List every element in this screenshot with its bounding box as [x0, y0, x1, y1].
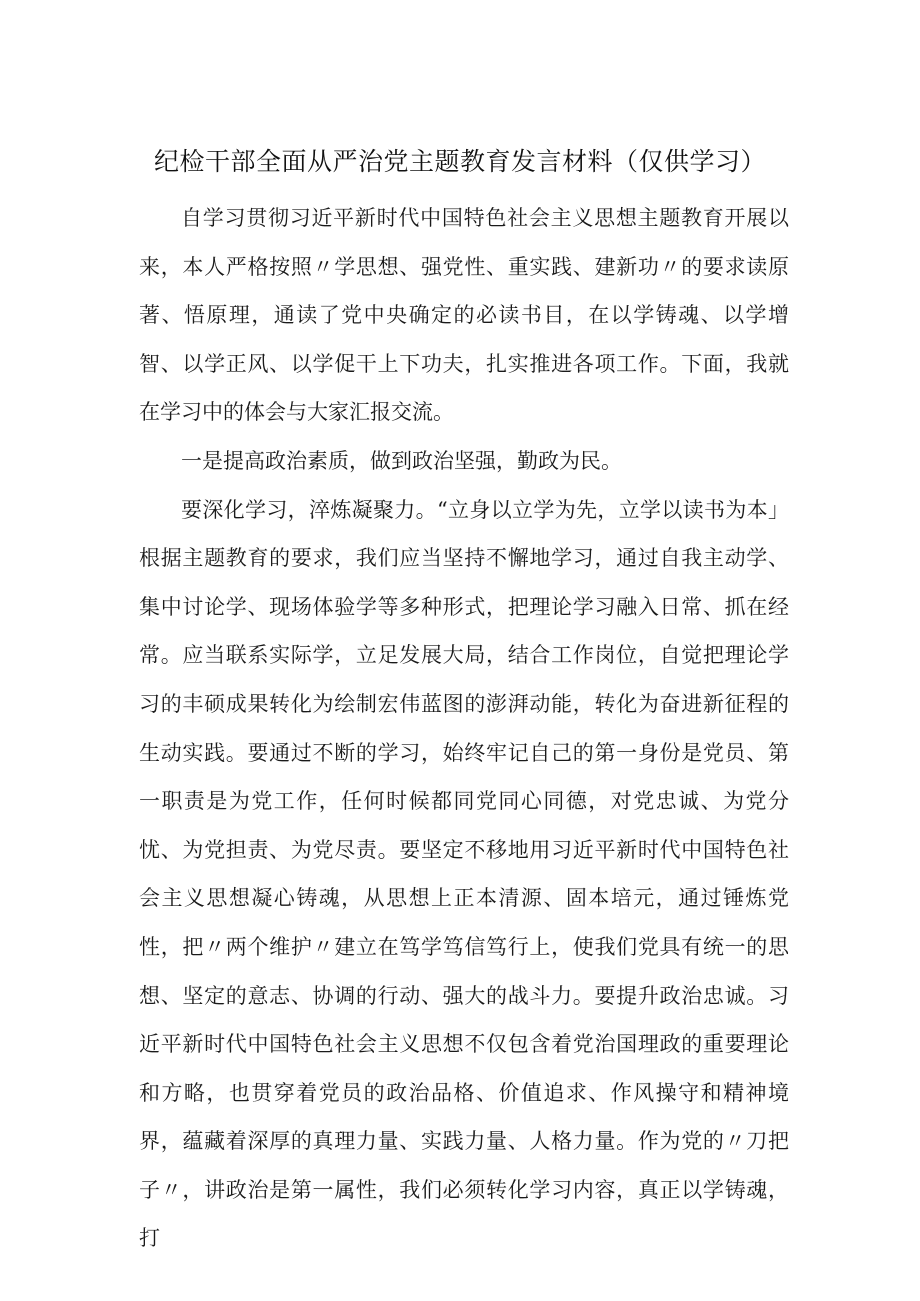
paragraph-deepen-study: 要深化学习，淬炼凝聚力。“立身以立学为先，立学以读书为本」根据主题教育的要求，我们应当坚持不懈地学习，通过自我主动学、集中讨论学、现场体验学等多种形式，把理论学习融入日常、抓在经常。应当联系实际学，立足发展大局，结合工作岗位，自觉把理论学习的丰硕成果转化为绘制宏伟蓝图的澎湃动能，转化为奋进新征程的生动实践。要通过不断的学习，始终牢记自己的第一身份是党员、第一职责是为党工作，任何时候都同党同心同德，对党忠诚、为党分忧、为党担责、为党尽责。要坚定不移地用习近平新时代中国特色社会主义思想凝心铸魂，从思想上正本清源、固本培元，通过锤炼党性，把〃两个维护〃建立在笃学笃信笃行上，使我们党具有统一的思想、坚定的意志、协调的行动、强大的战斗力。要提升政治忠诚。习近平新时代中国特色社会主义思想不仅包含着党治国理政的重要理论和方略，也贯穿着党员的政治品格、价值追求、作风操守和精神境界，蕴藏着深厚的真理力量、实践力量、人格力量。作为党的〃刀把子〃，讲政治是第一属性，我们必须转化学习内容，真正以学铸魂，打: [139, 497, 789, 1251]
paragraph-heading-one: 一是提高政治素质，做到政治坚强，勤政为民。: [181, 448, 622, 473]
paragraph-intro: 自学习贯彻习近平新时代中国特色社会主义思想主题教育开展以来，本人严格按照〃学思想、强党性、重实践、建新功〃的要求读原著、悟原理，通读了党中央确定的必读书目，在以学铸魂、以学增智、以学正风、以学促干上下功夫，扎实推进各项工作。下面，我就在学习中的体会与大家汇报交流。: [139, 206, 789, 425]
document-title: 纪检干部全面从严治党主题教育发言材料（仅供学习）: [153, 147, 766, 176]
document-body: [139, 194, 789, 1263]
